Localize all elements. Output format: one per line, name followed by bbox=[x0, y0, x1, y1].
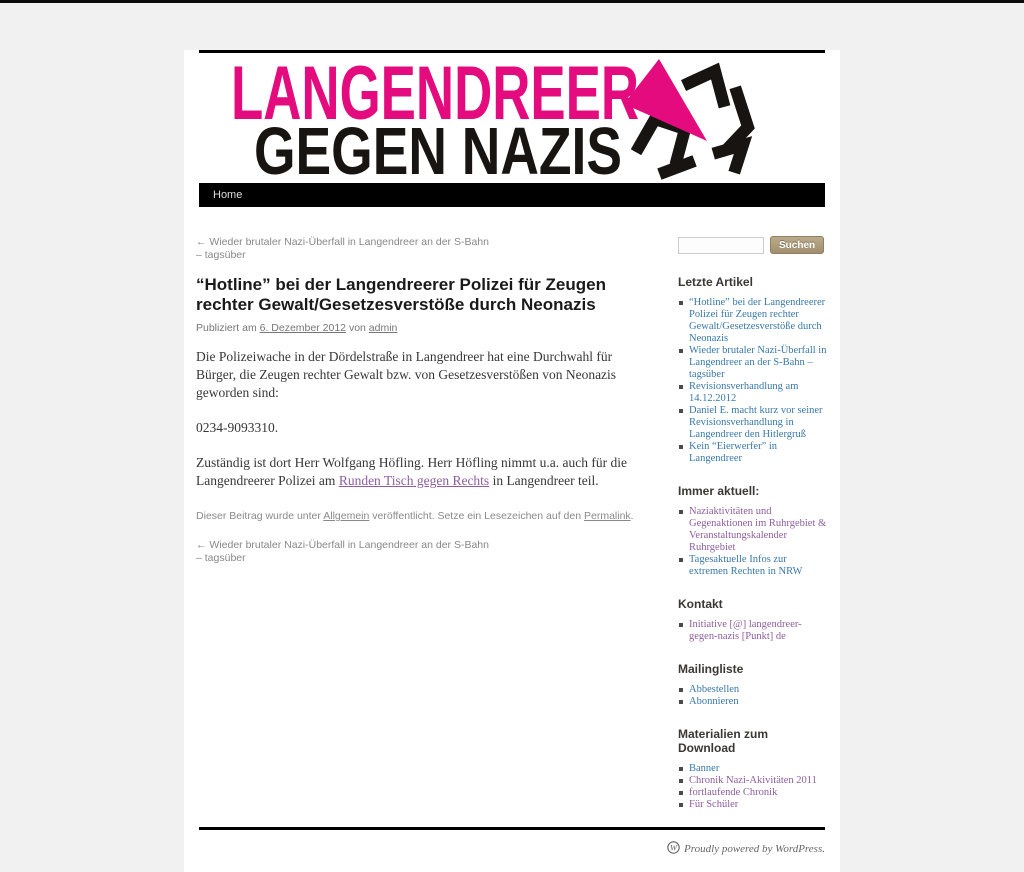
list-item bbox=[678, 381, 828, 405]
published-label: Publiziert am bbox=[196, 322, 257, 334]
search-button[interactable]: Suchen bbox=[770, 236, 824, 254]
prev-post-link-line1: ← Wieder brutaler Nazi-Überfall in Langendreer an der S-Bahn bbox=[196, 539, 489, 551]
post-nav-bottom bbox=[196, 539, 648, 565]
widget-title: Materialien zum Download bbox=[678, 727, 769, 755]
search-widget bbox=[678, 236, 828, 254]
list-item bbox=[678, 684, 828, 696]
list-item bbox=[678, 554, 828, 578]
widget-downloads bbox=[678, 727, 828, 811]
list-item bbox=[678, 345, 828, 381]
header-divider bbox=[199, 50, 825, 53]
site-logo-graphic bbox=[199, 55, 825, 181]
prev-post-link[interactable] bbox=[196, 236, 648, 262]
list-item bbox=[678, 763, 828, 775]
download-link[interactable]: Banner bbox=[689, 763, 720, 774]
by-label: von bbox=[348, 322, 366, 334]
post-paragraph bbox=[196, 454, 648, 490]
main-navbar bbox=[199, 183, 825, 207]
prev-post-link-bottom[interactable] bbox=[196, 539, 648, 565]
list-item bbox=[678, 405, 828, 441]
post-footer-meta bbox=[196, 510, 648, 522]
post-author-link[interactable]: admin bbox=[368, 322, 398, 334]
category-link[interactable]: Allgemein bbox=[323, 510, 370, 522]
svg-text:W: W bbox=[670, 842, 678, 853]
search-input[interactable] bbox=[678, 237, 764, 254]
list-item bbox=[678, 775, 828, 787]
mailinglist-unsubscribe-link[interactable]: Abbestellen bbox=[689, 684, 740, 695]
post-date-link[interactable]: 6. Dezember 2012 bbox=[259, 322, 347, 334]
external-link[interactable]: Naziaktivitäten und Gegenaktionen im Ruhrgebiet & Veranstaltungskalender Ruhrgebiet bbox=[689, 506, 827, 553]
post-paragraph-phone: 0234-9093310. bbox=[196, 420, 279, 435]
logo-line1: LANGENDREER bbox=[231, 55, 639, 136]
footer-meta-text: Dieser Beitrag wurde unter bbox=[196, 510, 321, 522]
prev-post-link-line2: – tagsüber bbox=[196, 249, 246, 261]
contact-email-link[interactable]: Initiative [@] langendreer-gegen-nazis [Punkt] de bbox=[689, 619, 802, 642]
mailinglist-subscribe-link[interactable]: Abonnieren bbox=[689, 696, 739, 707]
widget-mailingliste bbox=[678, 662, 828, 708]
post-body bbox=[196, 348, 648, 490]
post-nav-top bbox=[196, 236, 648, 262]
list-item bbox=[678, 441, 828, 465]
post-meta bbox=[196, 322, 648, 334]
widget-letzte-artikel bbox=[678, 275, 828, 465]
footer-meta-text: . bbox=[630, 510, 634, 522]
widget-title: Mailingliste bbox=[678, 662, 744, 676]
widget-kontakt bbox=[678, 597, 828, 643]
external-link[interactable]: Tagesaktuelle Infos zur extremen Rechten in NRW bbox=[689, 554, 803, 577]
recent-post-link[interactable]: “Hotline” bei der Langendreerer Polizei für Zeugen rechter Gewalt/Gesetzesverstöße durch Neonazis bbox=[689, 297, 826, 344]
wordpress-credit-link[interactable] bbox=[667, 843, 825, 855]
recent-post-link[interactable]: Revisionsverhandlung am 14.12.2012 bbox=[689, 381, 799, 404]
widget-title: Letzte Artikel bbox=[678, 275, 753, 289]
recent-post-link[interactable]: Daniel E. macht kurz vor seiner Revisionsverhandlung in Langendreer den Hitlergruß bbox=[689, 405, 823, 440]
post-paragraph: Die Polizeiwache in der Dördelstraße in Langendreer hat eine Durchwahl für Bürger, die Zeugen rechter Gewalt bzw. von Gesetzesverstößen von Neonazis geworden sind: bbox=[196, 349, 617, 400]
recent-post-link[interactable]: Kein “Eierwerfer” in Langendreer bbox=[689, 441, 778, 464]
list-item bbox=[678, 506, 828, 554]
sidebar bbox=[678, 236, 828, 811]
footer-meta-text: veröffentlicht. Setze ein Lesezeichen auf den bbox=[372, 510, 582, 522]
main-column bbox=[196, 236, 648, 565]
paragraph-text: Zuständig ist dort Herr Wolfgang Höfling. Herr Höfling nimmt u.a. auch für die Langendreerer Polizei am bbox=[196, 455, 627, 488]
prev-post-link-line1: ← Wieder brutaler Nazi-Überfall in Langendreer an der S-Bahn bbox=[196, 236, 489, 248]
logo-line2: GEGEN NAZIS bbox=[254, 114, 622, 181]
widget-immer-aktuell bbox=[678, 484, 828, 578]
download-link[interactable]: fortlaufende Chronik bbox=[689, 787, 778, 798]
paragraph-text: in Langendreer teil. bbox=[492, 473, 599, 488]
list-item bbox=[678, 787, 828, 799]
page bbox=[184, 50, 840, 872]
runder-tisch-link[interactable]: Runden Tisch gegen Rechts bbox=[338, 473, 490, 488]
download-link[interactable]: Für Schüler bbox=[689, 799, 739, 810]
download-link[interactable]: Chronik Nazi-Akivitäten 2011 bbox=[689, 775, 817, 786]
credit-text: Proudly powered by WordPress. bbox=[684, 843, 825, 855]
widget-title: Immer aktuell: bbox=[678, 484, 760, 498]
site-logo[interactable] bbox=[199, 55, 825, 181]
list-item bbox=[678, 696, 828, 708]
recent-post-link[interactable]: Wieder brutaler Nazi-Überfall in Langendreer an der S-Bahn – tagsüber bbox=[689, 345, 827, 380]
wordpress-icon bbox=[667, 841, 680, 854]
list-item bbox=[678, 799, 828, 811]
content-area bbox=[196, 236, 828, 811]
list-item bbox=[678, 297, 828, 345]
list-item bbox=[678, 619, 828, 643]
nav-item-home[interactable]: Home bbox=[213, 189, 243, 201]
site-credit bbox=[184, 830, 840, 870]
widget-title: Kontakt bbox=[678, 597, 723, 611]
post-title: “Hotline” bei der Langendreerer Polizei für Zeugen rechter Gewalt/Gesetzesverstöße durch Neonazis bbox=[196, 275, 606, 314]
top-strip bbox=[0, 0, 1024, 3]
prev-post-link-line2: – tagsüber bbox=[196, 552, 246, 564]
permalink-link[interactable]: Permalink bbox=[583, 510, 631, 522]
